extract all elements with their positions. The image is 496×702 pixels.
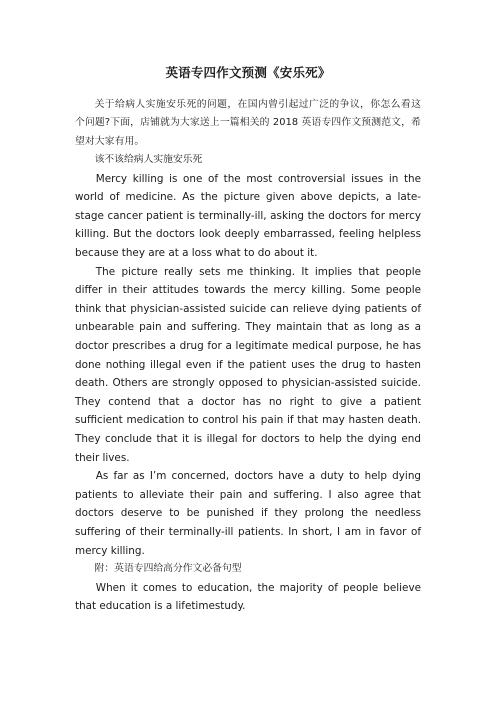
- essay-paragraph-1: Mercy killing is one of the most controversial issues in the world of medicine. As the picture given above depicts, a late-stage cancer patient is terminally-ill, asking the doctors for mercy killing. But the doctors look deeply embarrassed, feeling helpless because they are at a loss what to do about it.: [75, 172, 421, 259]
- intro-paragraph: 关于给病人实施安乐死的问题，在国内曾引起过广泛的争议，你怎么看这个问题?下面，店铺就为大家送上一篇相关的 2018 英语专四作文预测范文，希望对大家有用。: [75, 99, 421, 147]
- appendix-paragraph: When it comes to education, the majority of people believe that education is a lifetimestudy.: [75, 581, 421, 613]
- page-title: 英语专四作文预测《安乐死》: [165, 65, 331, 80]
- essay-paragraph-3: As far as I’m concerned, doctors have a duty to help dying patients to alleviate their pain and suffering. I also agree that doctors deserve to be punished if they prolong the needless suffering of their terminally-ill patients. In short, I am in favor of mercy killing.: [75, 470, 421, 557]
- essay-paragraph-2: The picture really sets me thinking. It implies that people differ in their attitudes towards the mercy killing. Some people think that physician-assisted suicide can relieve dying patients of unbearable pain and suffering. They maintain that as long as a doctor prescribes a drug for a legitimate medical purpose, he has done nothing illegal even if the patient uses the drug to hasten death. Others are strongly opposed to physician-assisted suicide. They contend that a doctor has no right to give a patient sufficient medication to control his pain if that may hasten death. They conclude that it is illegal for doctors to help the dying end their lives.: [75, 265, 421, 464]
- section-heading: 该不该给病人实施安乐死: [94, 154, 203, 166]
- appendix-heading: 附：英语专四给高分作文必备句型: [94, 563, 242, 575]
